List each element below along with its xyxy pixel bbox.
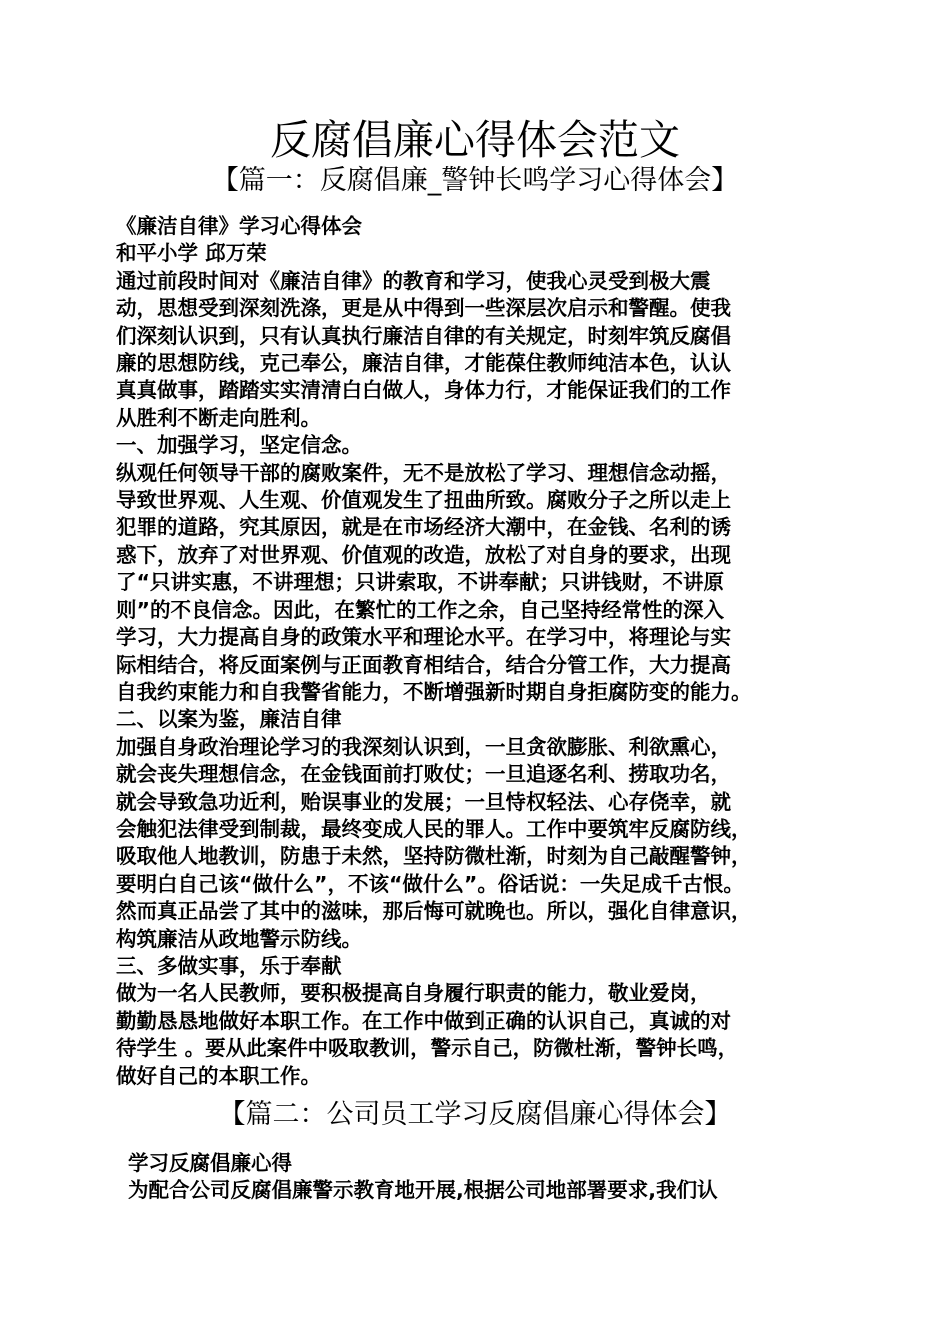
body-line: 待学生 。要从此案件中吸取教训，警示自己，防微杜渐，警钟长鸣， — [116, 1036, 739, 1061]
body-line: 们深刻认识到，只有认真执行廉洁自律的有关规定，时刻牢筑反腐倡 — [116, 323, 731, 348]
body-line: 真真做事，踏踏实实清清白白做人，身体力行，才能保证我们的工作 — [116, 378, 731, 403]
section-1-body — [116, 213, 836, 1090]
section-2-heading: 【篇二：公司员工学习反腐倡廉心得体会】 — [218, 1099, 732, 1130]
body-line: 惑下，放弃了对世界观、价值观的改造，放松了对自身的要求，出现 — [116, 542, 731, 567]
essay-title-line: 学习反腐倡廉心得 — [128, 1151, 292, 1175]
body-line: 动，思想受到深刻洗涤，更是从中得到一些深层次启示和警醒。使我 — [116, 296, 731, 321]
body-line: 做为一名人民教师，要积极提高自身履行职责的能力，敬业爱岗， — [116, 981, 711, 1006]
body-line: 做好自己的本职工作。 — [116, 1063, 321, 1088]
body-line: 勤勤恳恳地做好本职工作。在工作中做到正确的认识自己，真诚的对 — [116, 1008, 731, 1033]
body-line: 为配合公司反腐倡廉警示教育地开展,根据公司地部署要求,我们认 — [128, 1178, 718, 1203]
body-line: 要明白自己该“做什么”，不该“做什么”。俗话说：一失足成千古恨。 — [116, 871, 744, 896]
body-line: 会触犯法律受到制裁，最终变成人民的罪人。工作中要筑牢反腐防线， — [116, 816, 752, 841]
body-line: 犯罪的道路，究其原因，就是在市场经济大潮中，在金钱、名利的诱 — [116, 515, 731, 540]
body-line: 自我约束能力和自我警省能力，不断增强新时期自身拒腐防变的能力。 — [116, 679, 752, 704]
author-line: 和平小学 邱万荣 — [116, 241, 267, 266]
body-line: 廉的思想防线，克己奉公，廉洁自律，才能葆住教师纯洁本色，认认 — [116, 351, 731, 376]
subheading-line: 一、加强学习，坚定信念。 — [116, 433, 362, 458]
body-line: 际相结合，将反面案例与正面教育相结合，结合分管工作，大力提高 — [116, 652, 731, 677]
body-line: 了“只讲实惠，不讲理想；只讲索取，不讲奉献；只讲钱财，不讲原 — [116, 570, 724, 595]
body-line: 就会丧失理想信念，在金钱面前打败仗；一旦追逐名利、捞取功名， — [116, 762, 731, 787]
body-line: 加强自身政治理论学习的我深刻认识到，一旦贪欲膨胀、利欲熏心， — [116, 734, 731, 759]
subheading-line: 三、多做实事，乐于奉献 — [116, 953, 342, 978]
body-line: 构筑廉洁从政地警示防线。 — [116, 926, 362, 951]
body-line: 纵观任何领导干部的腐败案件，无不是放松了学习、理想信念动摇， — [116, 460, 731, 485]
body-line: 通过前段时间对《廉洁自律》的教育和学习，使我心灵受到极大震 — [116, 268, 711, 293]
body-line: 从胜利不断走向胜利。 — [116, 405, 321, 430]
body-line: 吸取他人地教训，防患于未然，坚持防微杜渐，时刻为自己敲醒警钟， — [116, 844, 752, 869]
document-title: 反腐倡廉心得体会范文 — [270, 116, 680, 164]
essay-title-line: 《廉洁自律》学习心得体会 — [116, 214, 362, 238]
subheading-line: 二、以案为鉴，廉洁自律 — [116, 707, 342, 732]
body-line: 就会导致急功近利，贻误事业的发展；一旦恃权轻法、心存侥幸，就 — [116, 789, 731, 814]
body-line: 学习，大力提高自身的政策水平和理论水平。在学习中，将理论与实 — [116, 625, 731, 650]
body-line: 则”的不良信念。因此，在繁忙的工作之余，自己坚持经常性的深入 — [116, 597, 724, 622]
body-line: 然而真正品尝了其中的滋味，那后悔可就晚也。所以，强化自律意识， — [116, 899, 752, 924]
section-1-heading: 【篇一：反腐倡廉_警钟长鸣学习心得体会】 — [211, 165, 739, 196]
body-line: 导致世界观、人生观、价值观发生了扭曲所致。腐败分子之所以走上 — [116, 488, 731, 513]
section-2-body — [128, 1150, 848, 1205]
